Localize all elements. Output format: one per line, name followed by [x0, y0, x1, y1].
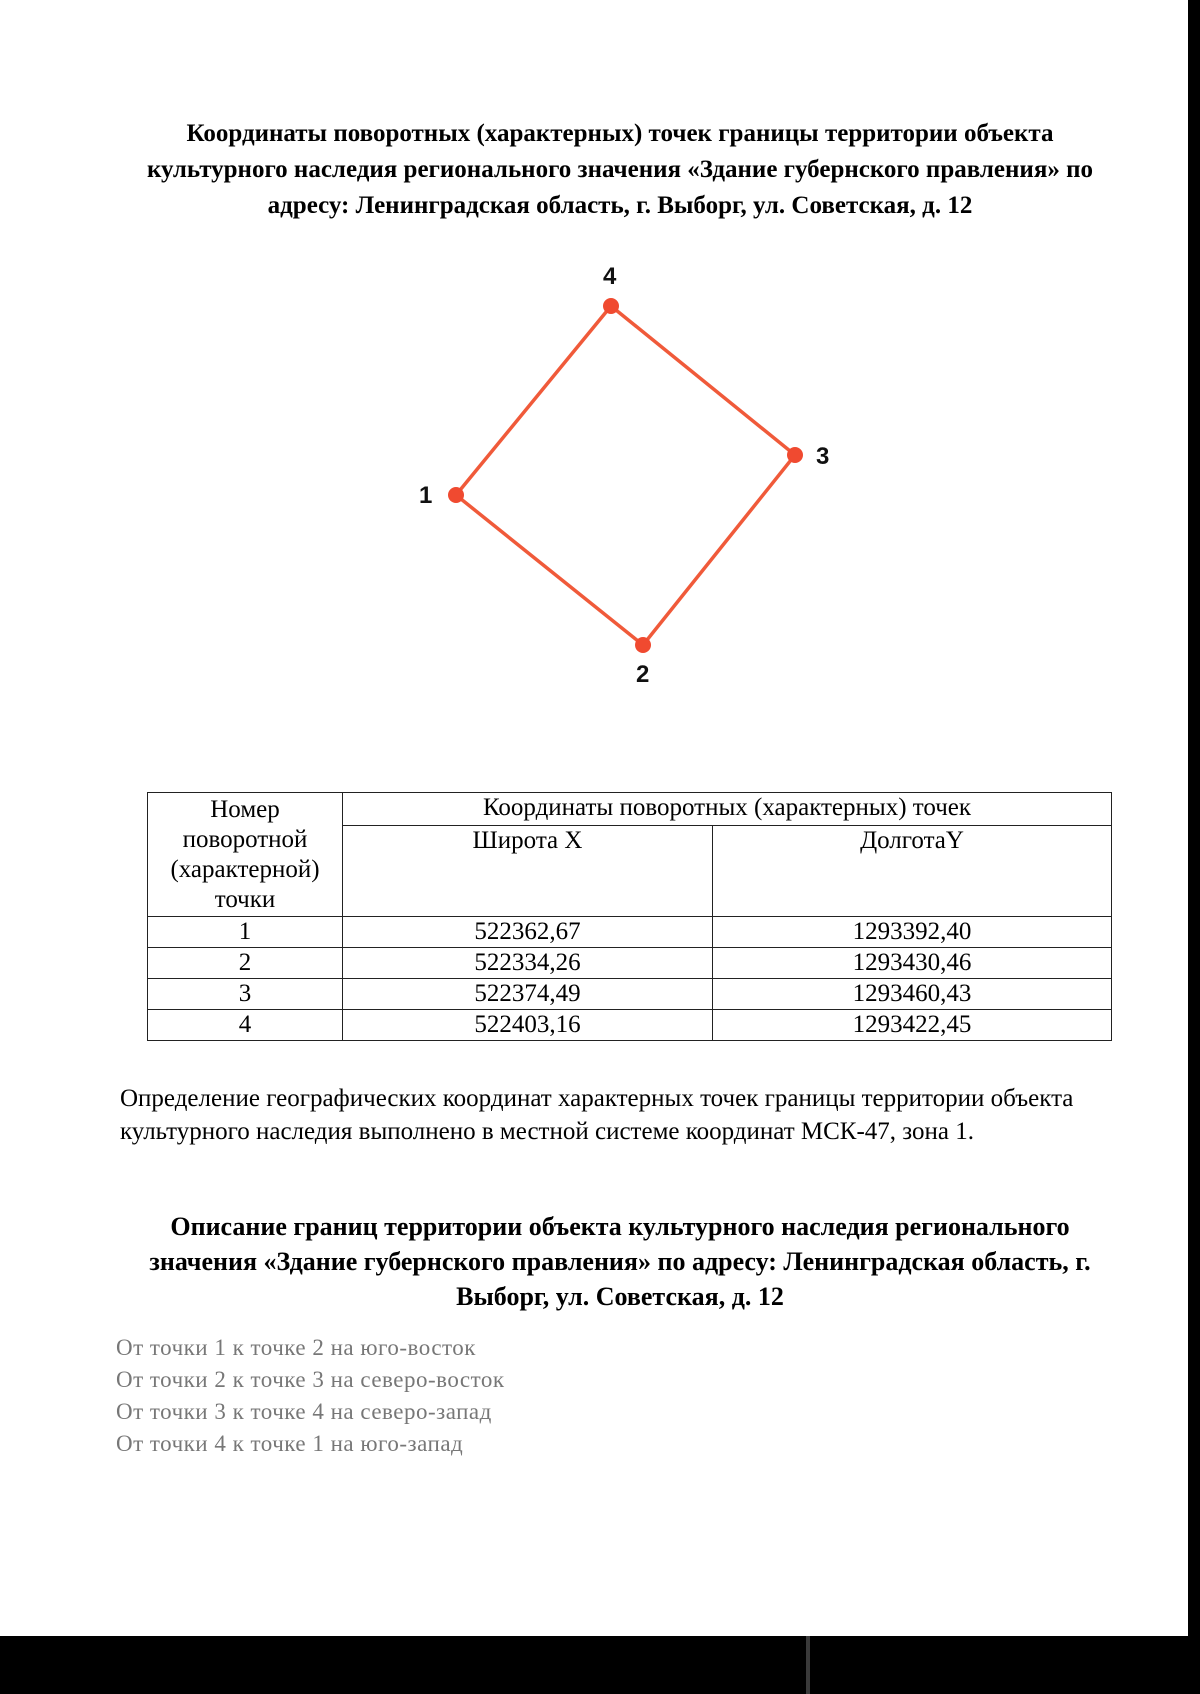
cell-point-number: 2	[148, 948, 343, 979]
cell-latitude-x: 522334,26	[343, 948, 713, 979]
boundary-point-3	[787, 447, 803, 463]
boundary-diagram	[0, 0, 1200, 720]
table-row	[148, 979, 1112, 1010]
list-item: От точки 4 к точке 1 на юго-запад	[116, 1431, 464, 1456]
point-label-1: 1	[419, 482, 433, 509]
cell-longitude-y: 1293430,46	[713, 948, 1112, 979]
point-label-3: 3	[816, 443, 830, 470]
document-title: Координаты поворотных (характерных) точек границы территории объекта культурного наследия регионального значения «Здание губернского правления» по адресу: Ленинградская область, г. Выборг, ул. Советская, д. 12	[146, 120, 1094, 219]
header-latitude-x: Широта X	[343, 826, 713, 917]
table-row	[148, 917, 1112, 948]
cell-point-number: 3	[148, 979, 343, 1010]
point-label-2: 2	[636, 661, 650, 688]
boundary-point-1	[448, 487, 464, 503]
header-coordinates: Координаты поворотных (характерных) точек	[343, 793, 1112, 826]
table-row	[148, 1010, 1112, 1041]
list-item: От точки 3 к точке 4 на северо-запад	[116, 1399, 492, 1424]
coordinates-table	[147, 792, 1112, 1041]
cell-latitude-x: 522403,16	[343, 1010, 713, 1041]
description-title: Описание границ территории объекта культурного наследия регионального значения «Здание губернского правления» по адресу: Ленинградская область, г. Выборг, ул. Советская, д. 12	[149, 1212, 1091, 1311]
cell-latitude-x: 522374,49	[343, 979, 713, 1010]
scan-bottom-divider	[806, 1636, 810, 1694]
coordinate-system-note: Определение географических координат характерных точек границы территории объекта культурного наследия выполнено в местной системе координат МСК-47, зона 1.	[120, 1085, 1074, 1145]
boundary-point-2	[635, 637, 651, 653]
boundary-polygon	[456, 306, 795, 645]
table-row	[148, 948, 1112, 979]
cell-longitude-y: 1293392,40	[713, 917, 1112, 948]
boundary-point-4	[603, 298, 619, 314]
scan-bottom-bar	[0, 1636, 1200, 1694]
cell-point-number: 1	[148, 917, 343, 948]
header-longitude-y: ДолготаY	[713, 826, 1112, 917]
point-label-4: 4	[603, 263, 617, 290]
list-item: От точки 2 к точке 3 на северо-восток	[116, 1367, 505, 1392]
list-item: От точки 1 к точке 2 на юго-восток	[116, 1335, 476, 1360]
boundary-description-list	[116, 1332, 505, 1460]
cell-longitude-y: 1293422,45	[713, 1010, 1112, 1041]
cell-latitude-x: 522362,67	[343, 917, 713, 948]
header-point-number: Номер поворотной (характерной) точки	[148, 793, 343, 917]
cell-point-number: 4	[148, 1010, 343, 1041]
cell-longitude-y: 1293460,43	[713, 979, 1112, 1010]
